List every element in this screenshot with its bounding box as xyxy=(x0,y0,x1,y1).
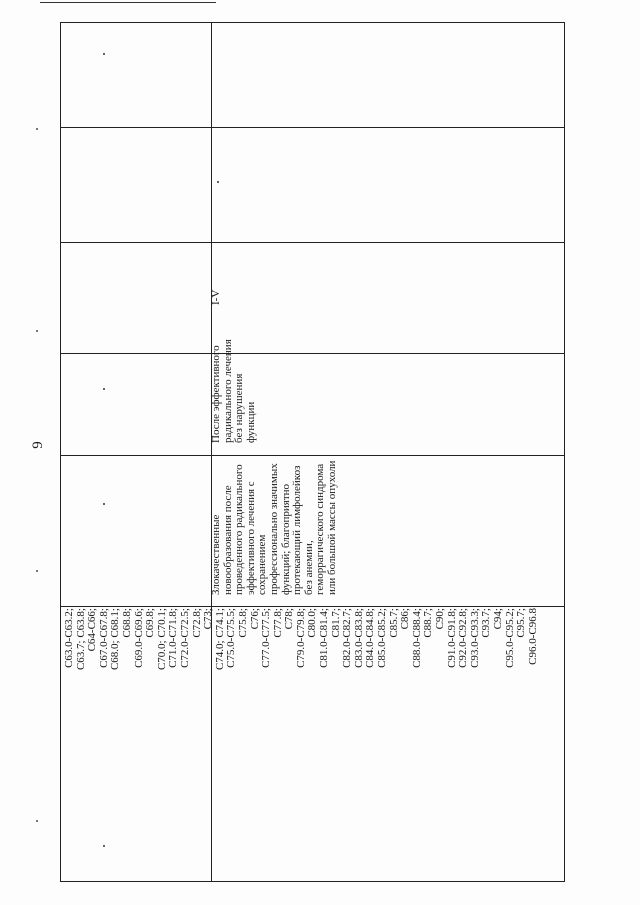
icd-code-line: C90; xyxy=(434,608,446,630)
icd-code-line: C74.0; C74.1; xyxy=(213,608,226,671)
icd-code-line: C75.0-C75.5; xyxy=(225,608,238,668)
icd-code-line: C77.0-C77.5; xyxy=(260,608,273,668)
icd-code-line: C81.7; xyxy=(329,608,342,638)
icd-code-line: C76; xyxy=(248,608,261,630)
icd-code-line: C93.7; xyxy=(480,608,493,638)
icd-codes-cell xyxy=(64,608,539,878)
icd-code-line: C83.0-C83.8; xyxy=(352,608,365,668)
condition-cell xyxy=(210,339,257,443)
margin-mark xyxy=(36,128,38,130)
empty-dash xyxy=(103,388,105,390)
page-number: 9 xyxy=(30,441,46,449)
margin-mark xyxy=(36,570,38,572)
empty-dash xyxy=(103,503,105,505)
empty-dash xyxy=(217,181,219,183)
empty-dash xyxy=(103,53,105,55)
diagnosis-line: без анемии, xyxy=(302,540,315,595)
category-cell xyxy=(211,275,223,305)
icd-code-line: C82.0-C82.7; xyxy=(341,608,354,668)
diagnosis-line: профессионально значимых xyxy=(267,463,280,595)
icd-code-line: C85.0-C85.2; xyxy=(376,608,389,668)
condition-line: После эффективного xyxy=(210,345,222,443)
icd-code-line: C79.0-C79.8; xyxy=(294,608,307,668)
icd-code-line: C85.7; xyxy=(387,608,400,638)
diagnosis-line: новообразования после xyxy=(221,485,234,595)
icd-code-line: C92.0-C92.8; xyxy=(457,608,470,668)
icd-code-line: C84.0-C84.8; xyxy=(364,608,377,668)
diagnosis-cell xyxy=(211,460,339,595)
icd-code-line: C69.0-C69.6; xyxy=(132,608,145,668)
rotated-table xyxy=(60,22,565,882)
diagnosis-line: сохранением xyxy=(256,534,269,595)
icd-code-line: C80.0; xyxy=(306,608,319,638)
condition-line: без нарушения xyxy=(233,373,246,443)
diagnosis-line: Злокачественные xyxy=(210,514,222,595)
icd-code-line: C77.8; xyxy=(271,608,284,638)
icd-code-line: C63.7; C63.8; xyxy=(74,608,87,671)
icd-code-line: C68.0; C68.1; xyxy=(109,608,122,671)
icd-code-line: C96.0-C96.8 xyxy=(526,608,539,665)
icd-code-line: C72.0-C72.5; xyxy=(178,608,191,668)
icd-code-line: C78; xyxy=(283,608,296,630)
icd-code-line: C67.0-C67.8; xyxy=(97,608,110,668)
condition-line: радикального лечения xyxy=(221,339,234,443)
top-rule xyxy=(40,2,216,3)
icd-code-line: C91.0-C91.8; xyxy=(445,608,458,668)
diagnosis-line: геморрагического синдрома xyxy=(314,463,327,595)
diagnosis-text xyxy=(211,460,339,595)
margin-mark xyxy=(36,330,38,332)
icd-code-line: C69.8; xyxy=(144,608,157,638)
row-rule xyxy=(61,353,564,354)
row-rule xyxy=(61,606,564,607)
icd-code-line: C64-C66; xyxy=(86,608,99,652)
category-value: I-V xyxy=(210,289,222,305)
icd-code-line: C71.0-C71.8; xyxy=(167,608,180,668)
icd-code-line: C81.0-C81.4; xyxy=(318,608,331,668)
diagnosis-line: эффективного лечения с xyxy=(244,481,257,595)
condition-line: функции xyxy=(244,401,257,443)
margin-mark xyxy=(36,820,38,822)
icd-code-line: C93.0-C93.3; xyxy=(468,608,481,668)
row-rule xyxy=(61,455,564,456)
icd-code-line: C70.0; C70.1; xyxy=(155,608,168,671)
row-rule xyxy=(61,127,564,128)
diagnosis-line: функций; благоприятно xyxy=(279,483,292,595)
diagnosis-line: проведенного радикального xyxy=(233,464,246,595)
icd-code-line: C72.8; xyxy=(190,608,203,638)
icd-code-line: C63.0-C63.2; xyxy=(63,608,75,668)
row-rule xyxy=(61,242,564,243)
icd-code-line: C95.7; xyxy=(515,608,528,638)
icd-code-line: C95.0-C95.2; xyxy=(503,608,516,668)
icd-code-line: C86; xyxy=(399,608,412,630)
diagnosis-line: или большой массы опухоли xyxy=(325,460,338,595)
icd-codes-list xyxy=(64,608,539,878)
diagnosis-line: протекающий лимфолейкоз xyxy=(291,465,304,595)
icd-code-line: C94; xyxy=(491,608,504,630)
condition-text xyxy=(210,339,257,443)
icd-code-line: C88.0-C88.4; xyxy=(410,608,423,668)
icd-code-line: C75.8; xyxy=(236,608,249,638)
icd-code-line: C73; xyxy=(202,608,215,630)
icd-code-line: C88.7; xyxy=(422,608,435,638)
icd-code-line: C68.8; xyxy=(120,608,133,638)
